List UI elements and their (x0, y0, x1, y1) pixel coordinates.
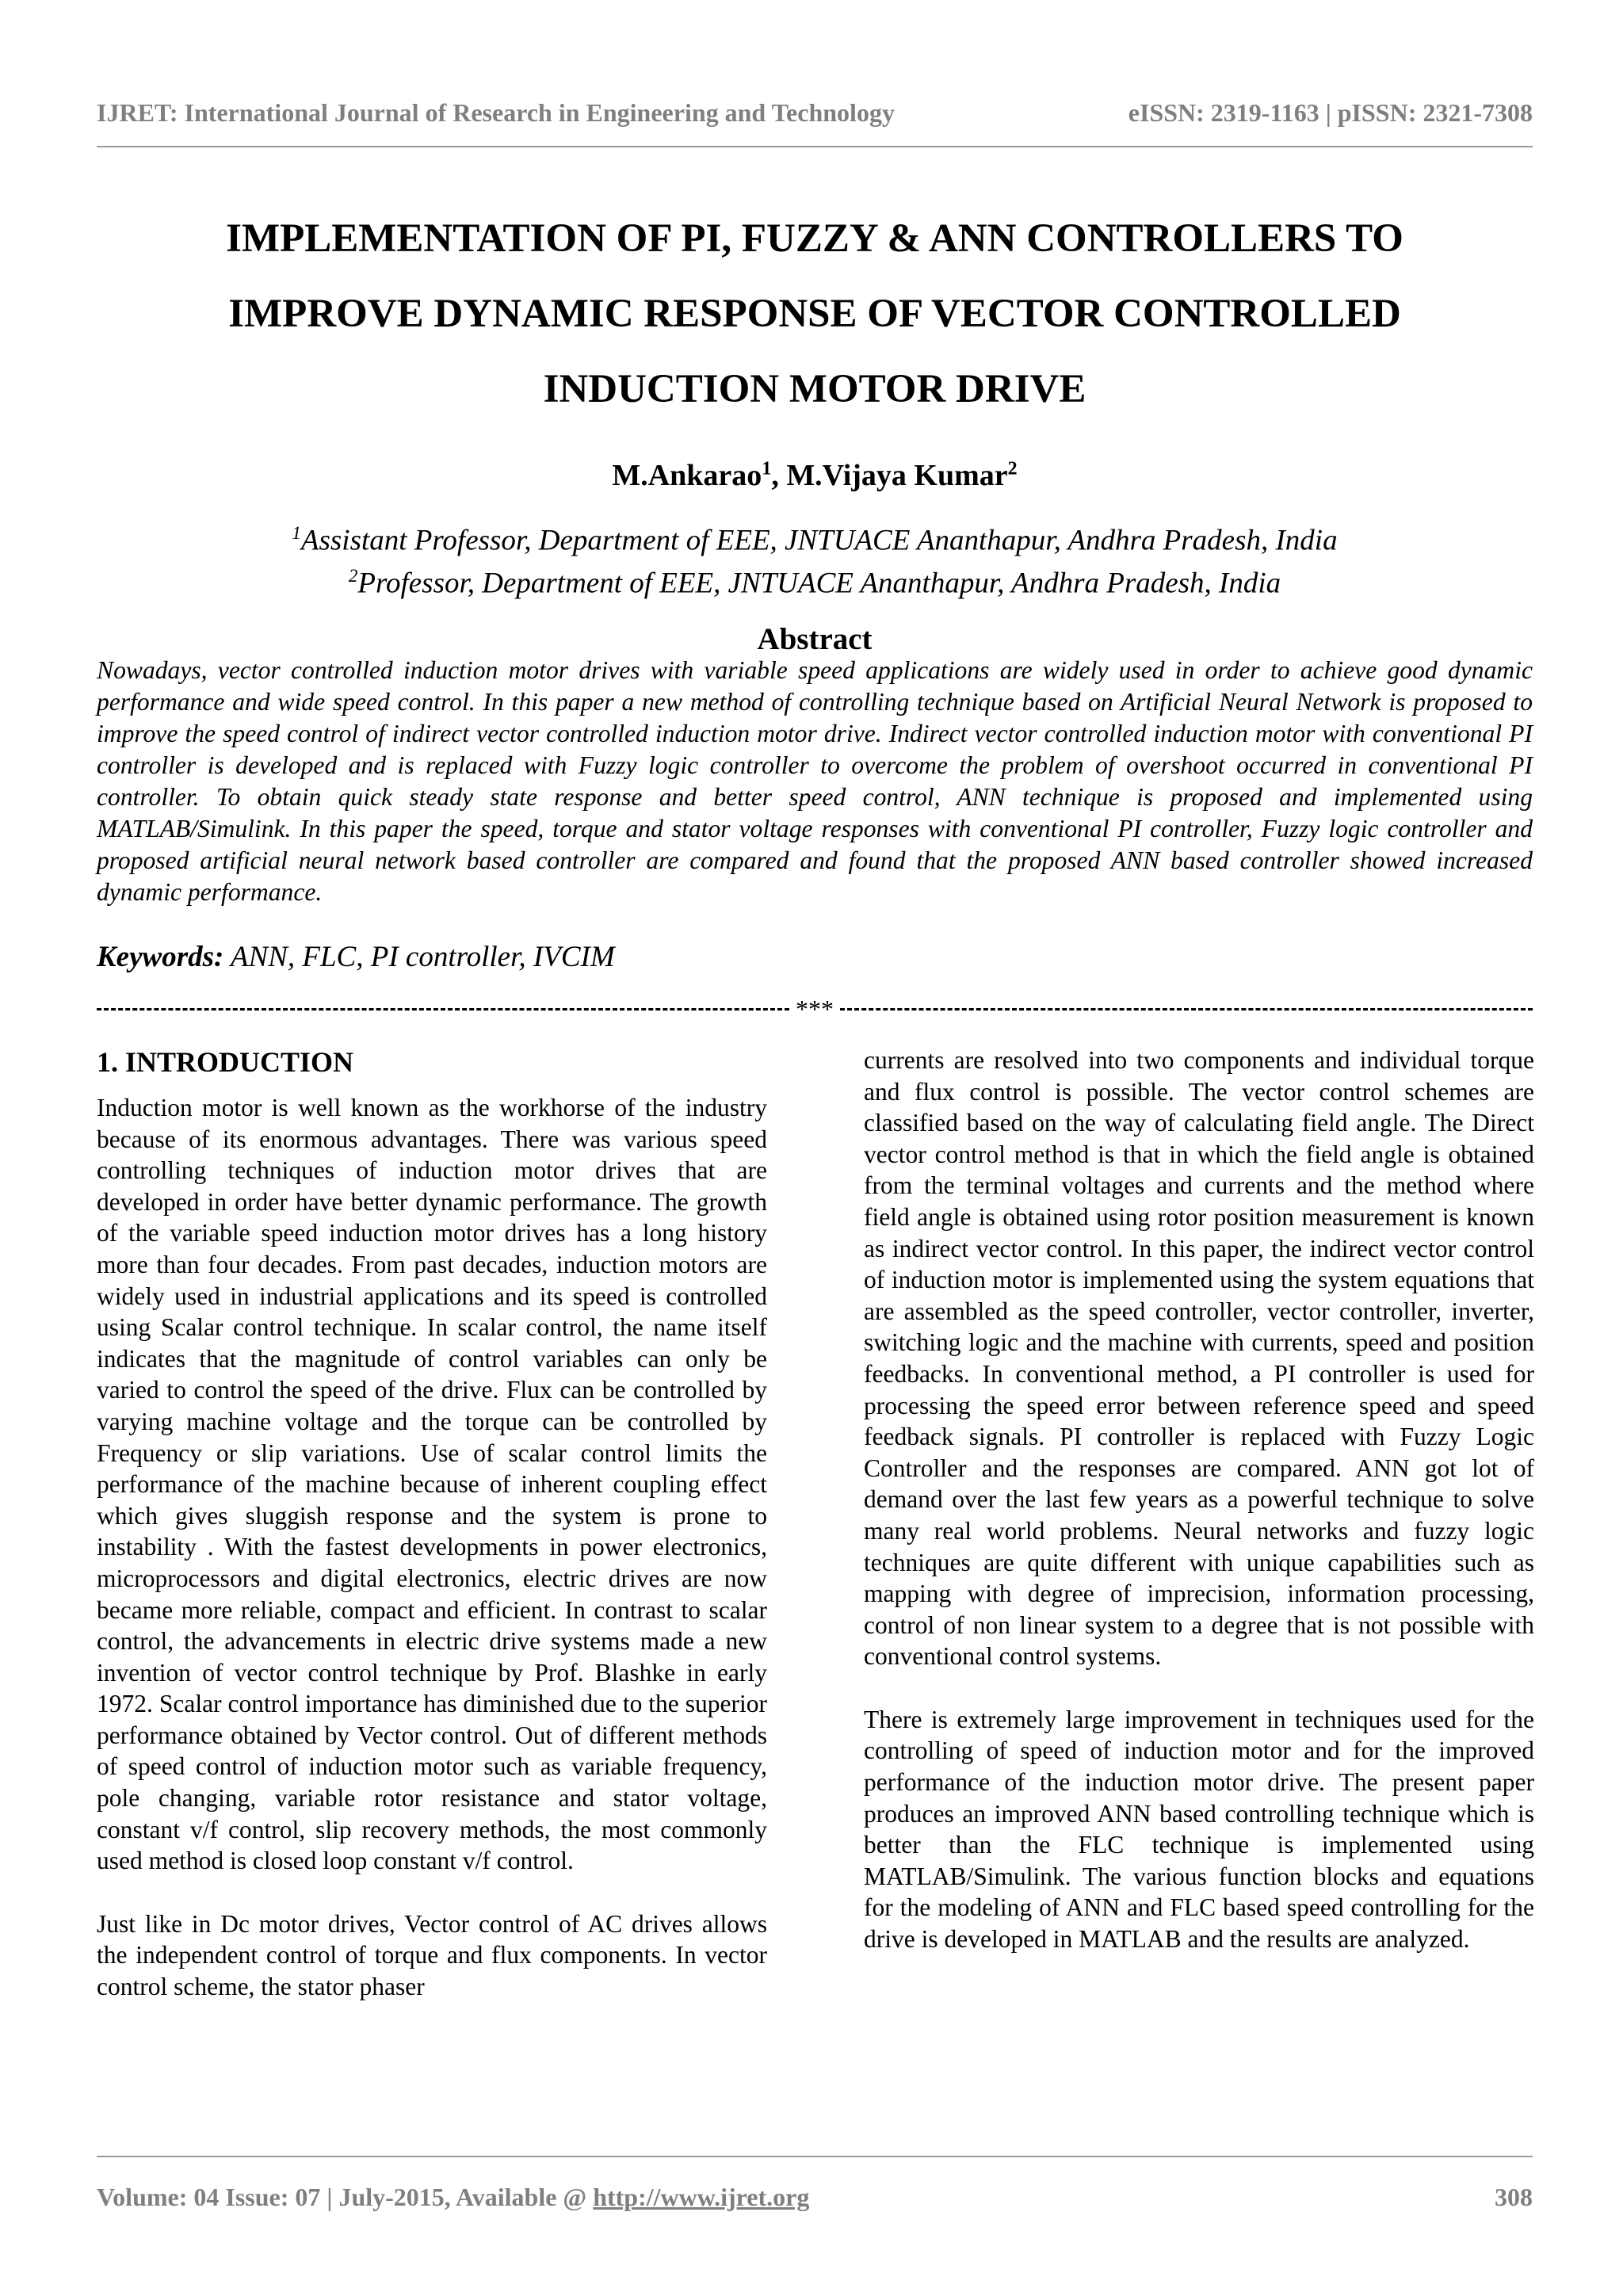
issn: eISSN: 2319-1163 | pISSN: 2321-7308 (1128, 98, 1533, 127)
abstract-body: Nowadays, vector controlled induction motor drives with variable speed applications are widely used in order to achieve good dynamic performance and wide speed control. In this paper a new method of controlling technique based on Artificial Neural Network is proposed to improve the speed control of indirect vector controlled induction motor drive. Indirect vector controlled induction motor with conventional PI controller is developed and is replaced with Fuzzy logic controller to overcome the problem of overshoot occurred in conventional PI controller. To obtain quick steady state response and better speed control, ANN technique is proposed and implemented using MATLAB/Simulink. In this paper the speed, torque and stator voltage responses with conventional PI controller, Fuzzy logic controller and proposed artificial neural network based controller are compared and found that the proposed ANN based controller showed increased dynamic performance. (97, 656, 1533, 906)
affiliation-2 (97, 558, 1533, 601)
paper-title (97, 201, 1533, 427)
separator-stars: *** (796, 995, 834, 1023)
title-line-1: IMPLEMENTATION OF PI, FUZZY & ANN CONTROLLERS TO (226, 216, 1403, 261)
right-column (864, 1045, 1534, 1987)
journal-name: IJRET: International Journal of Research in Engineering and Technology (97, 98, 895, 127)
paragraph: There is extremely large improvement in techniques used for the controlling of speed of induction motor and for the improved performance of the induction motor drive. The present paper produces an improved ANN based controlling technique which is better than the FLC technique is implemented using MATLAB/Simulink. The various function blocks and equations for the modeling of ANN and FLC based speed controlling for the drive is developed in MATLAB and the results are analyzed. (864, 1705, 1534, 1954)
section-separator (97, 997, 1533, 1021)
separator-dash-left (97, 1008, 789, 1010)
affiliation-1-mark: 1 (292, 523, 301, 543)
affiliation-1 (97, 515, 1533, 558)
keywords-label: Keywords: (97, 941, 224, 973)
running-header (97, 98, 1533, 133)
volume-text: Volume: 04 Issue: 07 | July-2015, Available @ (97, 2183, 594, 2211)
author-1: M.Ankarao (612, 459, 762, 492)
affiliation-2-mark: 2 (348, 566, 358, 586)
journal-link[interactable]: http://www.ijret.org (593, 2183, 810, 2211)
keywords-text: ANN, FLC, PI controller, IVCIM (223, 941, 615, 973)
separator-dash-right (840, 1008, 1533, 1010)
paragraph: Induction motor is well known as the workhorse of the industry because of its enormous advantages. There was various speed controlling techniques of induction motor drives that are developed in order have better dynamic performance. The growth of the variable speed induction motor drives has a long history more than four decades. From past decades, induction motors are widely used in industrial applications and its speed is controlled using Scalar control technique. In scalar control, the name itself indicates that the magnitude of control variables can only be varied to control the speed of the drive. Flux can be controlled by varying machine voltage and the torque can be controlled by Frequency or slip variations. Use of scalar control limits the performance of the machine because of inherent coupling effect which gives sluggish response and the system is prone to instability . With the fastest developments in power electronics, microprocessors and digital electronics, electric drives are now became more reliable, compact and efficient. In contrast to scalar control, the advancements in electric drive systems made a new invention of vector control technique by Prof. Blashke in early 1972. Scalar control importance has diminished due to the superior performance obtained by Vector control. Out of different methods of speed control of induction motor such as variable frequency, pole changing, variable rotor resistance and stator voltage, constant v/f control, slip recovery methods, the most commonly used method is closed loop constant v/f control. (97, 1094, 767, 1875)
author-list (97, 458, 1533, 493)
paragraph: Just like in Dc motor drives, Vector control of AC drives allows the independent control of torque and flux components. In vector control scheme, the stator phaser (97, 1909, 767, 2001)
volume-info (97, 2183, 809, 2212)
title-line-3: INDUCTION MOTOR DRIVE (543, 367, 1086, 411)
title-line-2: IMPROVE DYNAMIC RESPONSE OF VECTOR CONTROLLED (228, 292, 1401, 336)
paragraph: currents are resolved into two components and individual torque and flux control is possible. The vector control schemes are classified based on the way of calculating field angle. The Direct vector control method is that in which the field angle is obtained from the terminal voltages and currents and the method where field angle is obtained using rotor position measurement is known as indirect vector control. In this paper, the indirect vector control of induction motor is implemented using the system equations that are assembled as the speed controller, vector controller, inverter, switching logic and the machine with currents, speed and position feedbacks. In conventional method, a PI controller is used for processing the speed error between reference speed and speed feedback signals. PI controller is replaced with Fuzzy Logic Controller and the responses are compared. ANN got lot of demand over the last few years as a powerful technique to solve many real world problems. Neural networks and fuzzy logic techniques are quite different with unique capabilities such as mapping with degree of imprecision, information processing, control of non linear system to a degree that is not possible with conventional control systems. (864, 1046, 1534, 1671)
affiliation-2-text: Professor, Department of EEE, JNTUACE Ananthapur, Andhra Pradesh, India (357, 567, 1281, 600)
author-2-affiliation-mark: 2 (1007, 458, 1018, 479)
page-number: 308 (1495, 2183, 1533, 2211)
section-heading-introduction: 1. INTRODUCTION (97, 1046, 354, 1078)
keywords (97, 940, 1533, 974)
author-2: M.Vijaya Kumar (786, 459, 1008, 492)
author-separator: , (771, 459, 787, 492)
affiliation-1-text: Assistant Professor, Department of EEE, JNTUACE Ananthapur, Andhra Pradesh, India (300, 524, 1338, 557)
affiliations (97, 515, 1533, 602)
left-column (97, 1041, 767, 2034)
footer-rule (97, 2156, 1533, 2157)
author-1-affiliation-mark: 1 (762, 458, 772, 479)
abstract-heading: Abstract (757, 622, 873, 656)
header-rule (97, 146, 1533, 147)
